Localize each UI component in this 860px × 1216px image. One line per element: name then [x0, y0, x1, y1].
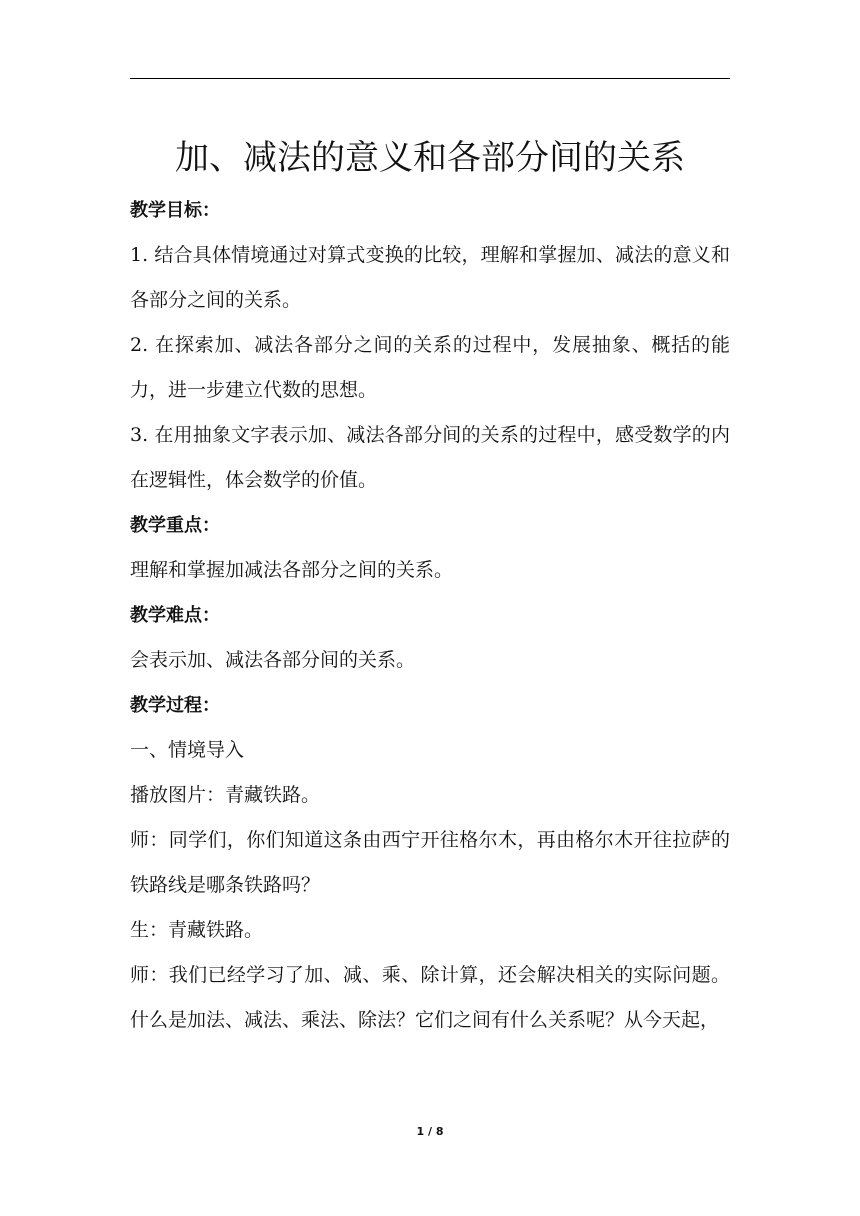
difficulties-text: 会表示加、减法各部分间的关系。 [130, 649, 416, 671]
header-rule [130, 78, 730, 79]
objective-3: 3. 在用抽象文字表示加、减法各部分间的关系的过程中，感受数学的内在逻辑性，体会数学的价值。 [130, 424, 730, 491]
process-paragraph: 师：同学们，你们知道这条由西宁开往格尔木，再由格尔木开往拉萨的铁路线是哪条铁路吗？ [130, 829, 730, 896]
objective-1: 1. 结合具体情境通过对算式变换的比较，理解和掌握加、减法的意义和各部分之间的关系。 [130, 244, 730, 311]
section-heading-difficulties: 教学难点： [130, 605, 220, 626]
objective-2: 2. 在探索加、减法各部分之间的关系的过程中，发展抽象、概括的能力，进一步建立代数的思想。 [130, 334, 730, 401]
section-heading-key-points: 教学重点： [130, 515, 220, 536]
document-body [130, 188, 730, 1043]
document-title: 加、减法的意义和各部分间的关系 [175, 138, 685, 178]
key-points-text: 理解和掌握加减法各部分之间的关系。 [130, 559, 454, 581]
page-number: 1 / 8 [416, 1125, 444, 1138]
process-paragraph: 播放图片：青藏铁路。 [130, 784, 321, 806]
process-step-1: 一、情境导入 [130, 739, 245, 761]
process-paragraph: 生：青藏铁路。 [130, 919, 264, 941]
section-heading-process: 教学过程： [130, 695, 220, 716]
process-paragraph: 师：我们已经学习了加、减、乘、除计算，还会解决相关的实际问题。什么是加法、减法、乘法、除法？它们之间有什么关系呢？从今天起， [130, 964, 730, 1031]
section-heading-objectives: 教学目标： [130, 200, 220, 221]
